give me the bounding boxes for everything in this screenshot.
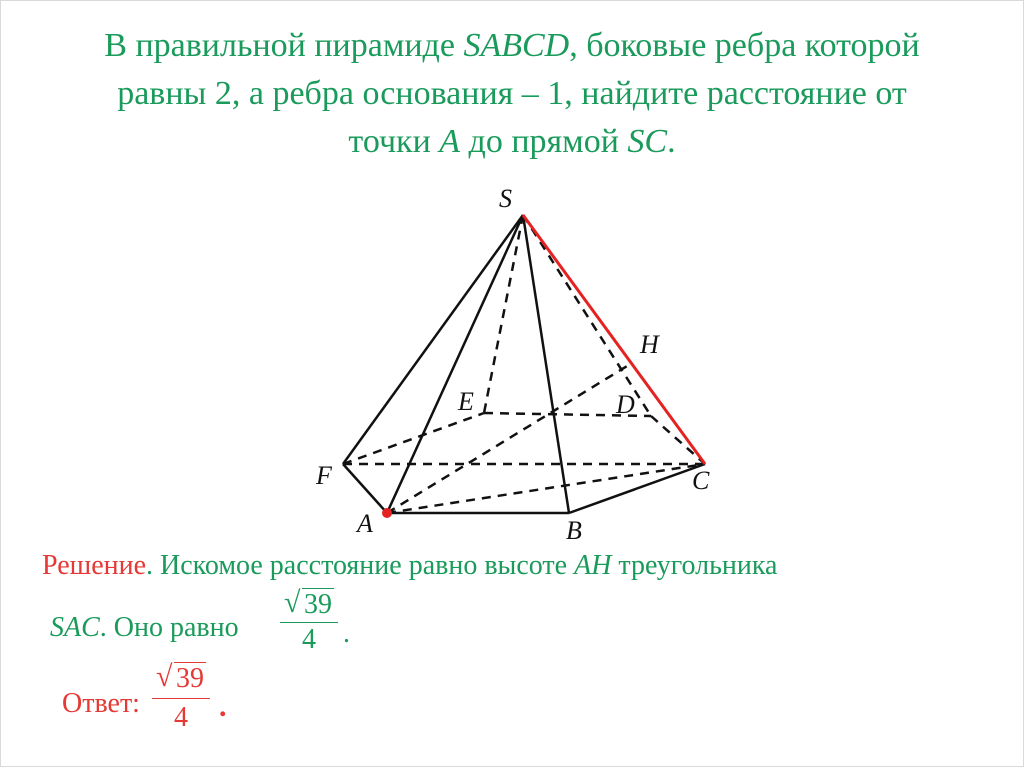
edge-bc — [569, 464, 705, 513]
problem-line-3 — [20, 118, 1004, 166]
edge-se — [484, 215, 523, 413]
solution-title: Решение — [42, 550, 147, 581]
pyramid-name: SABCD — [463, 27, 570, 64]
visible-edges — [343, 215, 705, 513]
fraction-denominator: 4 — [280, 622, 338, 657]
problem-line-2: равны 2, а ребра основания – 1, найдите расстояние от — [117, 75, 907, 112]
solution-line-2 — [50, 612, 239, 644]
label-d: D — [616, 390, 635, 419]
radicand: 39 — [304, 589, 332, 620]
problem-text: . — [667, 123, 676, 160]
answer-fraction — [152, 660, 210, 737]
edge-sc-highlight — [523, 215, 705, 464]
solution-text: треугольника — [611, 550, 778, 581]
sqrt-sign-icon: √ — [284, 586, 301, 619]
solution-text: . Оно равно — [99, 612, 239, 643]
answer-sqrt-expression — [156, 660, 206, 698]
pyramid-figure — [290, 180, 740, 550]
label-h: H — [640, 330, 659, 359]
fraction-numerator — [280, 588, 338, 622]
label-e: E — [458, 387, 474, 416]
label-f: F — [316, 461, 332, 490]
segment-ah — [387, 363, 632, 513]
label-b: B — [566, 516, 582, 545]
label-a: A — [357, 509, 373, 538]
label-s: S — [499, 184, 512, 213]
sqrt-sign-icon: √ — [156, 660, 173, 693]
answer-label: Ответ: — [62, 688, 140, 719]
point-a-marker — [382, 508, 392, 518]
edge-sa — [387, 215, 523, 513]
hidden-edges — [343, 215, 705, 513]
problem-text: точки — [348, 123, 440, 160]
edge-sf — [343, 215, 523, 464]
triangle-sac-ref: SAC — [50, 612, 100, 643]
answer-period: . — [219, 690, 227, 723]
edge-fa — [343, 464, 387, 513]
edge-sb — [523, 215, 569, 513]
answer-numerator — [152, 660, 210, 698]
solution-fraction — [280, 588, 338, 657]
sqrt-expression — [284, 588, 334, 622]
edge-sd — [523, 215, 651, 416]
answer-denominator: 4 — [152, 698, 210, 737]
diag-ac — [387, 464, 705, 513]
problem-statement — [20, 22, 1004, 166]
solution-period: . — [343, 618, 350, 649]
edge-dc — [651, 416, 705, 464]
answer-radicand: 39 — [176, 663, 204, 694]
problem-line-1 — [20, 22, 1004, 70]
problem-text: до прямой — [460, 123, 628, 160]
label-c: C — [692, 466, 710, 495]
solution-line-1 — [42, 548, 777, 584]
solution-text: . Искомое расстояние равно высоте — [146, 550, 575, 581]
line-sc-ref: SC — [627, 123, 668, 160]
problem-text: В правильной пирамиде — [104, 27, 464, 64]
height-ah-ref: AH — [574, 550, 612, 581]
problem-text: , боковые ребра которой — [569, 27, 920, 64]
point-a-ref: A — [439, 123, 461, 160]
